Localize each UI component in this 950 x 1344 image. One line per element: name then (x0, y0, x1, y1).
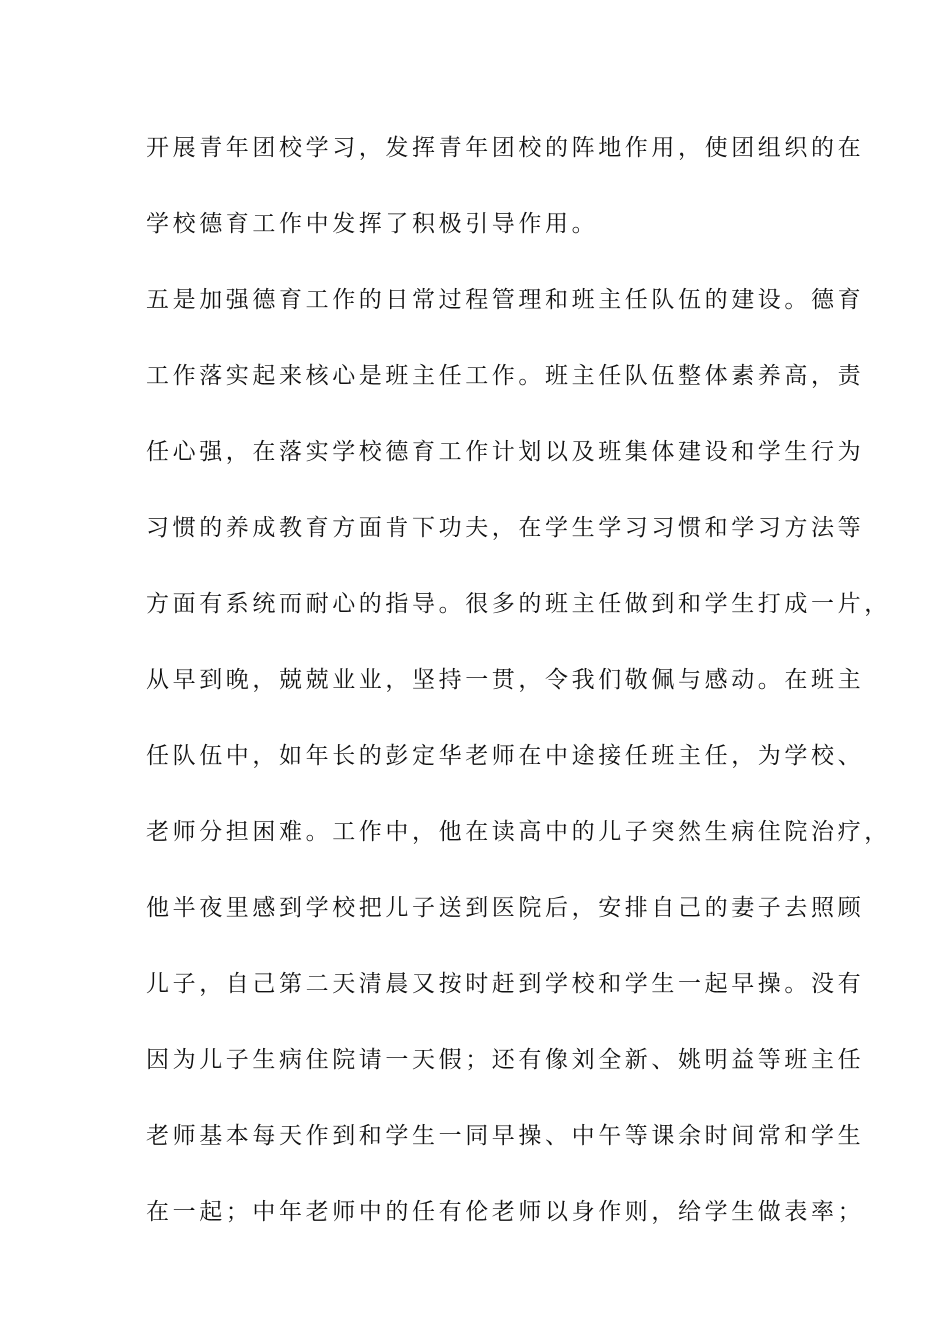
text-line: 从早到晚，兢兢业业，坚持一贯，令我们敬佩与感动。在班主 (146, 667, 865, 693)
text-line: 学校德育工作中发挥了积极引导作用。 (146, 211, 599, 237)
body-text (146, 129, 891, 1231)
text-line: 老师基本每天作到和学生一同早操、中午等课余时间常和学生 (146, 1123, 865, 1149)
text-line: 在一起；中年老师中的任有伦老师以身作则，给学生做表率； (146, 1199, 865, 1225)
text-line: 他半夜里感到学校把儿子送到医院后，安排自己的妻子去照顾 (146, 895, 865, 921)
text-line: 儿子，自己第二天清晨又按时赶到学校和学生一起早操。没有 (146, 971, 865, 997)
text-line: 因为儿子生病住院请一天假；还有像刘全新、姚明益等班主任 (146, 1047, 865, 1073)
text-line: 开展青年团校学习，发挥青年团校的阵地作用，使团组织的在 (146, 135, 865, 161)
text-line: 任心强，在落实学校德育工作计划以及班集体建设和学生行为 (146, 439, 865, 465)
text-line: 任队伍中，如年长的彭定华老师在中途接任班主任，为学校、 (146, 743, 865, 769)
text-line: 工作落实起来核心是班主任工作。班主任队伍整体素养高，责 (146, 363, 865, 389)
paragraph-start-line: 五是加强德育工作的日常过程管理和班主任队伍的建设。德育 (146, 287, 865, 313)
text-line: 老师分担困难。工作中，他在读高中的儿子突然生病住院治疗， (146, 819, 891, 845)
text-line: 习惯的养成教育方面肯下功夫，在学生学习习惯和学习方法等 (146, 515, 865, 541)
text-line: 方面有系统而耐心的指导。很多的班主任做到和学生打成一片， (146, 591, 891, 617)
